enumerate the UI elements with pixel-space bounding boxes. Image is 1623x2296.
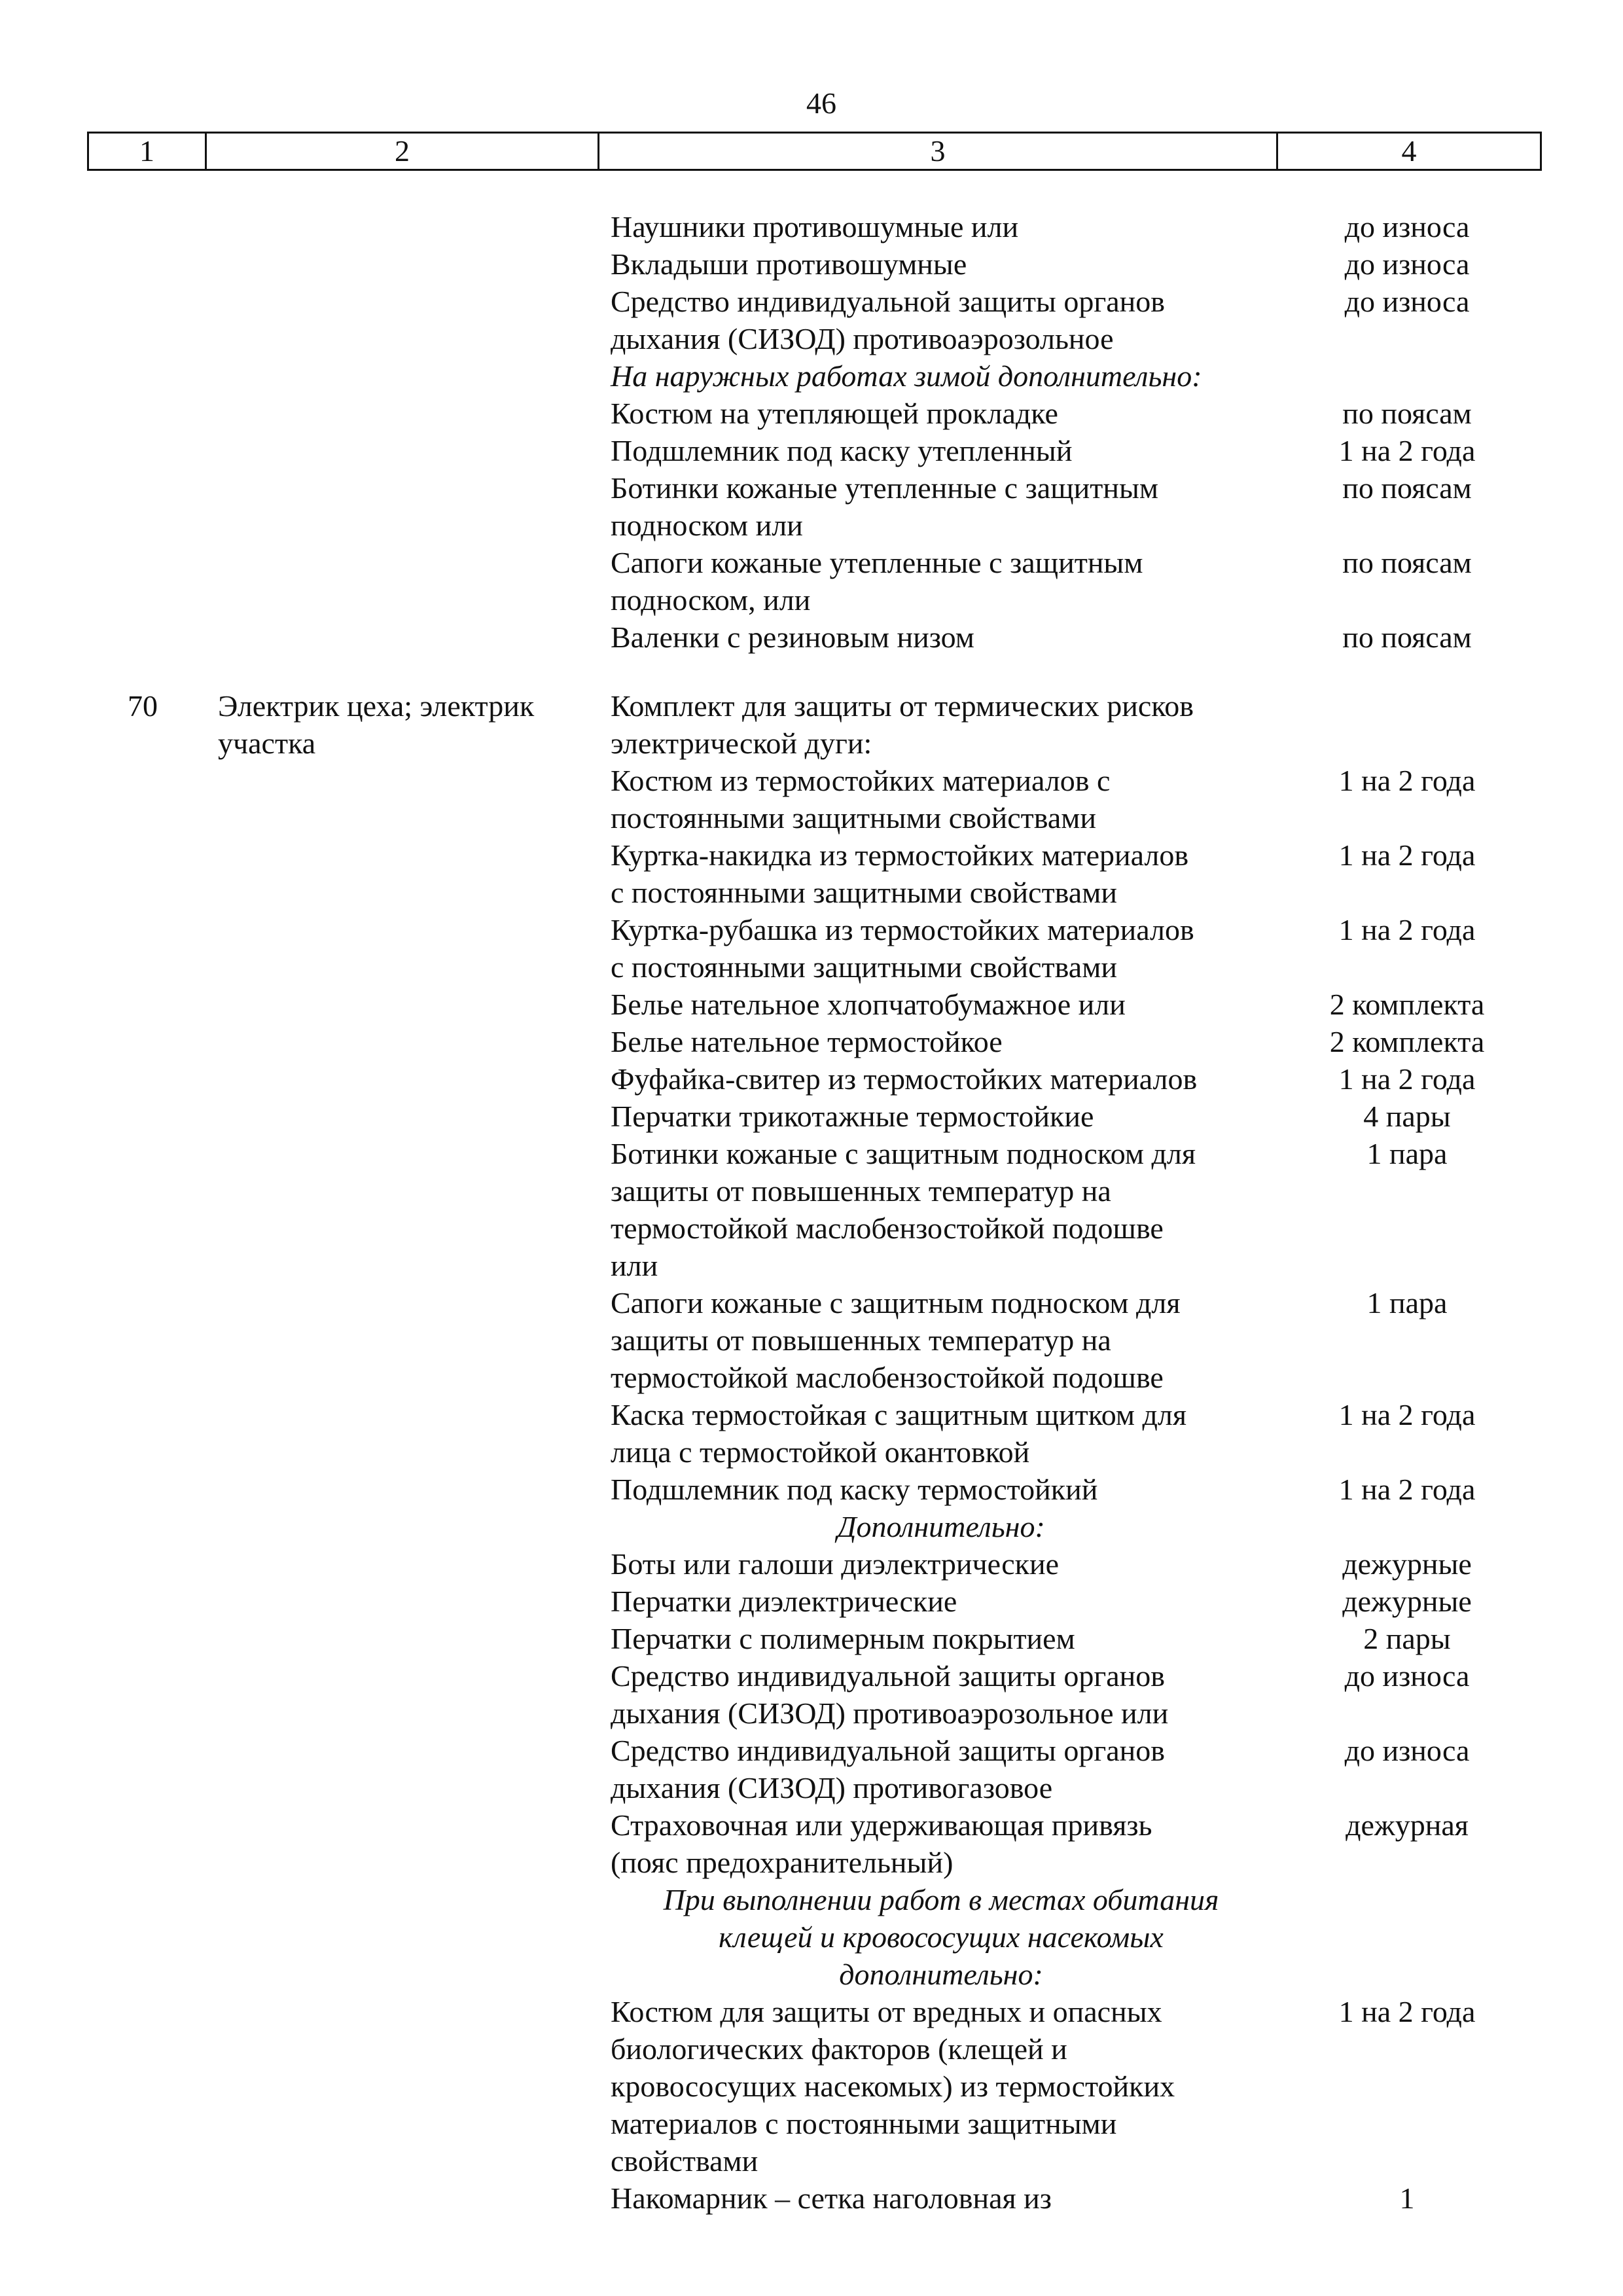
item-name-line: Ботинки кожаные утепленные с защитным <box>611 471 1158 505</box>
item-name <box>611 245 1265 283</box>
item-norm: по поясам <box>1342 397 1472 430</box>
item-name-line: Костюм на утепляющей прокладке <box>611 397 1058 430</box>
item-name-line: Валенки с резиновым низом <box>611 620 974 654</box>
item-name-line: Костюм из термостойких материалов с <box>611 764 1111 797</box>
item-name <box>611 619 1265 656</box>
item-name <box>611 1583 1265 1620</box>
item-norm: 1 на 2 года <box>1338 1995 1476 2028</box>
item-name-line: Перчатки трикотажные термостойкие <box>611 1100 1094 1133</box>
item-norm: дежурные <box>1342 1585 1472 1618</box>
profession-name: Электрик цеха; электрик участка <box>218 689 535 760</box>
item-name <box>611 283 1265 357</box>
item-norm: по поясам <box>1342 620 1472 654</box>
item-norm: до износа <box>1344 247 1470 281</box>
item-name-line: Перчатки с полимерным покрытием <box>611 1622 1075 1655</box>
item-norm: до износа <box>1344 1659 1470 1693</box>
item-norm: 1 <box>1399 2181 1415 2215</box>
item-name <box>611 1471 1265 1508</box>
item-name <box>611 432 1265 469</box>
item-name-line: Наушники противошумные или <box>611 210 1019 243</box>
item-name-line: Подшлемник под каску термостойкий <box>611 1473 1098 1506</box>
section-note: На наружных работах зимой дополнительно: <box>611 359 1202 393</box>
item-norm: по поясам <box>1342 471 1472 505</box>
item-name <box>611 911 1265 986</box>
item-name <box>611 1060 1265 1098</box>
section-note: дополнительно: <box>839 1958 1043 1991</box>
item-name-line: свойствами <box>611 2144 758 2178</box>
item-name-line: дыхания (СИЗОД) противогазовое <box>611 1771 1053 1804</box>
item-name <box>611 544 1265 619</box>
item-name-line: защиты от повышенных температур на <box>611 1323 1111 1357</box>
item-name <box>611 1135 1265 1284</box>
item-norm: 1 на 2 года <box>1338 1473 1476 1506</box>
item-name-line: защиты от повышенных температур на <box>611 1174 1111 1208</box>
item-norm: 1 на 2 года <box>1338 913 1476 946</box>
item-name <box>611 986 1265 1023</box>
item-norm: до износа <box>1344 1734 1470 1767</box>
item-name-line: Ботинки кожаные с защитным подноском для <box>611 1137 1196 1170</box>
item-name-line: Страховочная или удерживающая привязь <box>611 1808 1152 1842</box>
item-norm: 1 пара <box>1366 1137 1448 1170</box>
item-norm: 4 пары <box>1363 1100 1451 1133</box>
item-name-line: (пояс предохранительный) <box>611 1846 954 1879</box>
item-name-line: Перчатки диэлектрические <box>611 1585 957 1618</box>
item-name <box>611 1732 1265 1806</box>
item-name <box>611 687 1265 762</box>
row-number: 70 <box>128 689 158 723</box>
item-norm: 1 на 2 года <box>1338 1398 1476 1431</box>
item-name <box>611 1806 1265 1881</box>
item-name-line: Фуфайка-свитер из термостойких материалов <box>611 1062 1198 1096</box>
item-name <box>611 762 1265 836</box>
item-name-line: термостойкой маслобензостойкой подошве <box>611 1361 1164 1394</box>
item-norm: 1 пара <box>1366 1286 1448 1319</box>
item-name <box>611 1657 1265 1732</box>
item-name-line: постоянными защитными свойствами <box>611 801 1097 834</box>
item-name-line: Белье нательное хлопчатобумажное или <box>611 988 1126 1021</box>
item-norm: 1 на 2 года <box>1338 434 1476 467</box>
item-norm: до износа <box>1344 210 1470 243</box>
item-name <box>611 208 1265 245</box>
item-name <box>611 2179 1265 2217</box>
item-norm: по поясам <box>1342 546 1472 579</box>
item-name-line: Сапоги кожаные утепленные с защитным <box>611 546 1143 579</box>
item-name <box>611 469 1265 544</box>
item-name-line: Каска термостойкая с защитным щитком для <box>611 1398 1186 1431</box>
item-name-line: подноском, или <box>611 583 811 617</box>
item-norm: до износа <box>1344 285 1470 318</box>
item-name-line: подноском или <box>611 509 803 542</box>
item-name-line: или <box>611 1249 658 1282</box>
section-note: клещей и кровососущих насекомых <box>719 1920 1164 1954</box>
item-name-line: Куртка-накидка из термостойких материалов <box>611 838 1189 872</box>
item-name <box>611 1993 1265 2179</box>
item-norm: дежурные <box>1342 1547 1472 1581</box>
item-name <box>611 1098 1265 1135</box>
item-name-line: Сапоги кожаные с защитным подноском для <box>611 1286 1181 1319</box>
item-name-line: Накомарник – сетка наголовная из <box>611 2181 1052 2215</box>
item-name-line: термостойкой маслобензостойкой подошве <box>611 1211 1164 1245</box>
item-name-line: Средство индивидуальной защиты органов <box>611 1734 1165 1767</box>
item-name-line: с постоянными защитными свойствами <box>611 950 1117 984</box>
item-name <box>611 1023 1265 1060</box>
item-name <box>611 1396 1265 1471</box>
item-name-line: биологических факторов (клещей и <box>611 2032 1067 2066</box>
item-name-line: Вкладыши противошумные <box>611 247 967 281</box>
page-number: 46 <box>806 86 836 120</box>
item-norm: 1 на 2 года <box>1338 1062 1476 1096</box>
item-name-line: Боты или галоши диэлектрические <box>611 1547 1060 1581</box>
table-header <box>87 132 1542 171</box>
item-name-line: дыхания (СИЗОД) противоаэрозольное или <box>611 1696 1169 1730</box>
item-name-line: Средство индивидуальной защиты органов <box>611 285 1165 318</box>
item-name-line: Куртка-рубашка из термостойких материалов <box>611 913 1194 946</box>
item-norm: 2 пары <box>1363 1622 1451 1655</box>
item-name-line: Средство индивидуальной защиты органов <box>611 1659 1165 1693</box>
item-name <box>611 1545 1265 1583</box>
item-name-line: Белье нательное термостойкое <box>611 1025 1003 1058</box>
header-col-1: 1 <box>89 134 207 169</box>
item-name <box>611 1284 1265 1396</box>
item-norm: 1 на 2 года <box>1338 764 1476 797</box>
item-norm: 1 на 2 года <box>1338 838 1476 872</box>
item-name-line: Костюм для защиты от вредных и опасных <box>611 1995 1162 2028</box>
item-name-line: дыхания (СИЗОД) противоаэрозольное <box>611 322 1114 355</box>
item-name-line: материалов с постоянными защитными <box>611 2107 1117 2140</box>
item-name-line: Комплект для защиты от термических рисков <box>611 689 1194 723</box>
header-col-3: 3 <box>599 134 1278 169</box>
item-norm: дежурная <box>1346 1808 1469 1842</box>
item-name <box>611 395 1265 432</box>
item-name-line: Подшлемник под каску утепленный <box>611 434 1073 467</box>
item-name-line: лица с термостойкой окантовкой <box>611 1435 1030 1469</box>
item-name <box>611 836 1265 911</box>
item-name <box>611 1620 1265 1657</box>
item-name-line: кровососущих насекомых) из термостойких <box>611 2070 1175 2103</box>
section-note: Дополнительно: <box>837 1510 1045 1543</box>
header-col-4: 4 <box>1401 134 1417 168</box>
item-norm: 2 комплекта <box>1329 1025 1485 1058</box>
header-col-2: 2 <box>207 134 599 169</box>
item-name-line: электрической дуги: <box>611 726 872 760</box>
item-norm: 2 комплекта <box>1329 988 1485 1021</box>
item-name-line: с постоянными защитными свойствами <box>611 876 1117 909</box>
section-note: При выполнении работ в местах обитания <box>663 1883 1219 1916</box>
